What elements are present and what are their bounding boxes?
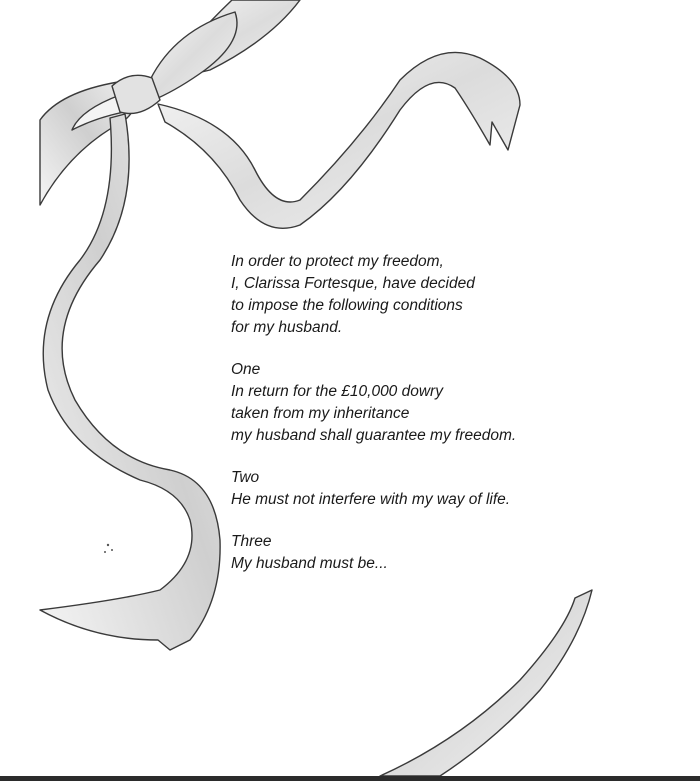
- intro-line: for my husband.: [231, 319, 343, 336]
- condition-line: In return for the £10,000 dowry: [231, 383, 443, 400]
- ribbon-right-tail: [158, 52, 520, 228]
- condition-line: He must not interfere with my way of life.: [231, 491, 511, 508]
- ribbon-knot: [112, 75, 160, 113]
- condition-heading: Three: [231, 533, 272, 550]
- intro-line: In order to protect my freedom,: [231, 253, 444, 270]
- ribbon-left-tail: [40, 114, 220, 650]
- condition-line: taken from my inheritance: [231, 405, 410, 422]
- bottom-border: [0, 776, 700, 781]
- condition-one: [231, 359, 631, 447]
- ribbon-bottom-strap: [380, 590, 592, 776]
- condition-line: my husband shall guarantee my freedom.: [231, 427, 517, 444]
- letter-intro: [231, 251, 631, 339]
- condition-line: My husband must be...: [231, 555, 388, 572]
- condition-heading: Two: [231, 469, 260, 486]
- condition-three: [231, 531, 631, 575]
- condition-two: [231, 467, 631, 511]
- intro-line: I, Clarissa Fortesque, have decided: [231, 275, 475, 292]
- condition-heading: One: [231, 361, 261, 378]
- sparkle-marks: [104, 544, 113, 553]
- letter-text-block: [231, 251, 631, 595]
- intro-line: to impose the following conditions: [231, 297, 463, 314]
